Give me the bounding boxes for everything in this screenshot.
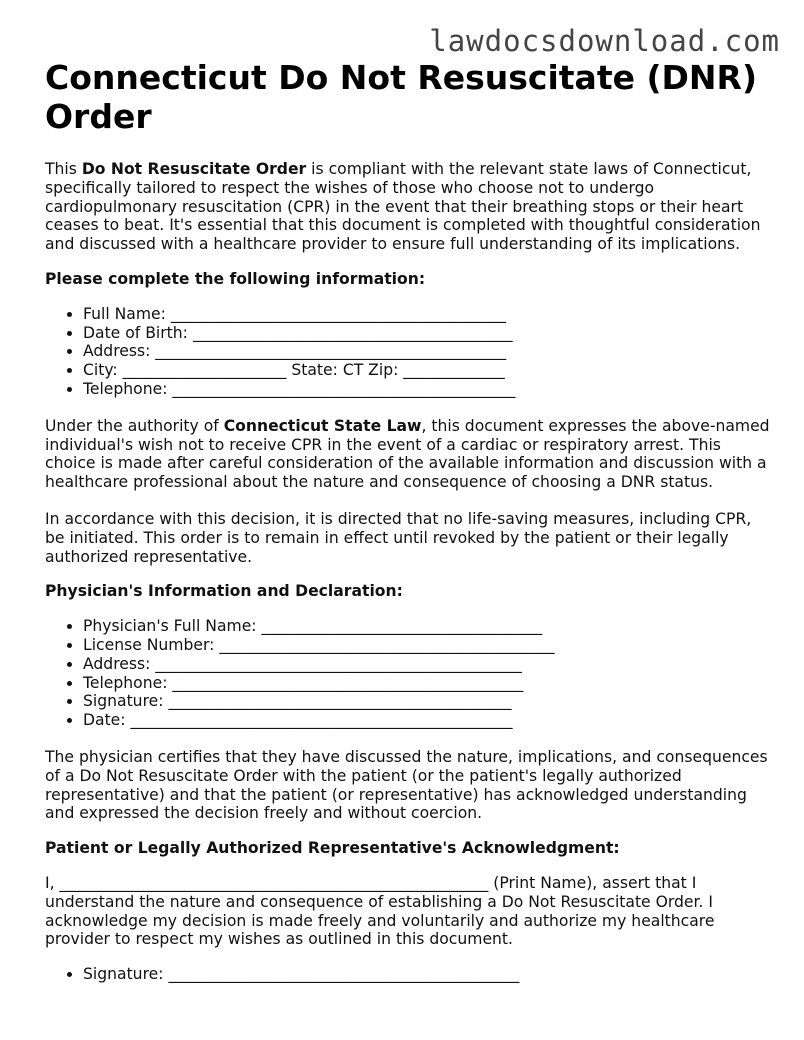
patient-signature-field: • Signature: _____________________________________________	[83, 965, 770, 984]
patient-full-name-field: • Full Name: ___________________________________________	[83, 305, 770, 324]
acknowledgment-list	[45, 965, 770, 984]
intro-paragraph	[45, 160, 770, 254]
authority-text-end: , this document expresses the above-named individual's wish not to receive CPR in the event of a cardiac or respiratory arrest. This choice is made after careful consideration of the available information and discussion with a healthcare professional about the nature and consequence of choosing a DNR status.	[45, 416, 770, 492]
physician-telephone-field: • Telephone: _____________________________________________	[83, 674, 770, 693]
authority-bold-text: Connecticut State Law	[223, 416, 422, 435]
document-body	[45, 58, 770, 984]
physician-address-field: • Address: _______________________________________________	[83, 655, 770, 674]
intro-bold-text: Do Not Resuscitate Order	[81, 160, 307, 178]
physician-date-field: • Date: _________________________________________________	[83, 711, 770, 730]
page-title: Connecticut Do Not Resuscitate (DNR) Order	[45, 58, 758, 136]
watermark: lawdocsdownload.com	[429, 24, 780, 58]
accordance-paragraph: In accordance with this decision, it is directed that no life-saving measures, including CPR, be initiated. This order is to remain in effect until revoked by the patient or their legally authorized representative.	[45, 509, 752, 566]
physician-full-name-field: • Physician's Full Name: ____________________________________	[83, 617, 770, 636]
intro-text-end: is compliant with the relevant state laws of Connecticut, specifically tailored to respect the wishes of those who choose not to undergo cardiopulmonary resuscitation (CPR) in the event that their breathing stops or their heart ceases to beat. It's essential that this document is completed with thoughtful consideration and discussed with a healthcare provider to ensure full understanding of its implications.	[45, 160, 761, 254]
patient-address-field: • Address: _____________________________________________	[83, 342, 770, 361]
authority-text-start: Under the authority of	[45, 416, 224, 435]
physician-info-heading: Physician's Information and Declaration:	[45, 582, 403, 601]
patient-date-of-birth-field: • Date of Birth: _________________________________________	[83, 324, 770, 343]
patient-city-state-zip-field: • City: _____________________ State: CT Zip: _____________	[83, 361, 770, 380]
acknowledgment-heading: Patient or Legally Authorized Representative's Acknowledgment:	[45, 839, 620, 858]
physician-info-list	[45, 617, 770, 730]
patient-info-heading: Please complete the following information:	[45, 269, 426, 288]
patient-telephone-field: • Telephone: ____________________________________________	[83, 380, 770, 399]
authority-paragraph	[45, 417, 770, 492]
intro-text-start: This	[45, 160, 82, 178]
physician-signature-field: • Signature: ____________________________________________	[83, 692, 770, 711]
certification-paragraph: The physician certifies that they have discussed the nature, implications, and consequences of a Do Not Resuscitate Order with the patient (or the patient's legally authorized representative) and that the patient (or representative) has acknowledged understanding and expressed the decision freely and without coercion.	[45, 747, 768, 823]
acknowledgment-paragraph: I, _______________________________________________________ (Print Name), assert that I understand the nature and consequence of establishing a Do Not Resuscitate Order. I acknowledge my decision is made freely and voluntarily and authorize my healthcare provider to respect my wishes as outlined in this document.	[45, 873, 715, 949]
physician-license-number-field: • License Number: ___________________________________________	[83, 636, 770, 655]
patient-info-list	[45, 305, 770, 399]
